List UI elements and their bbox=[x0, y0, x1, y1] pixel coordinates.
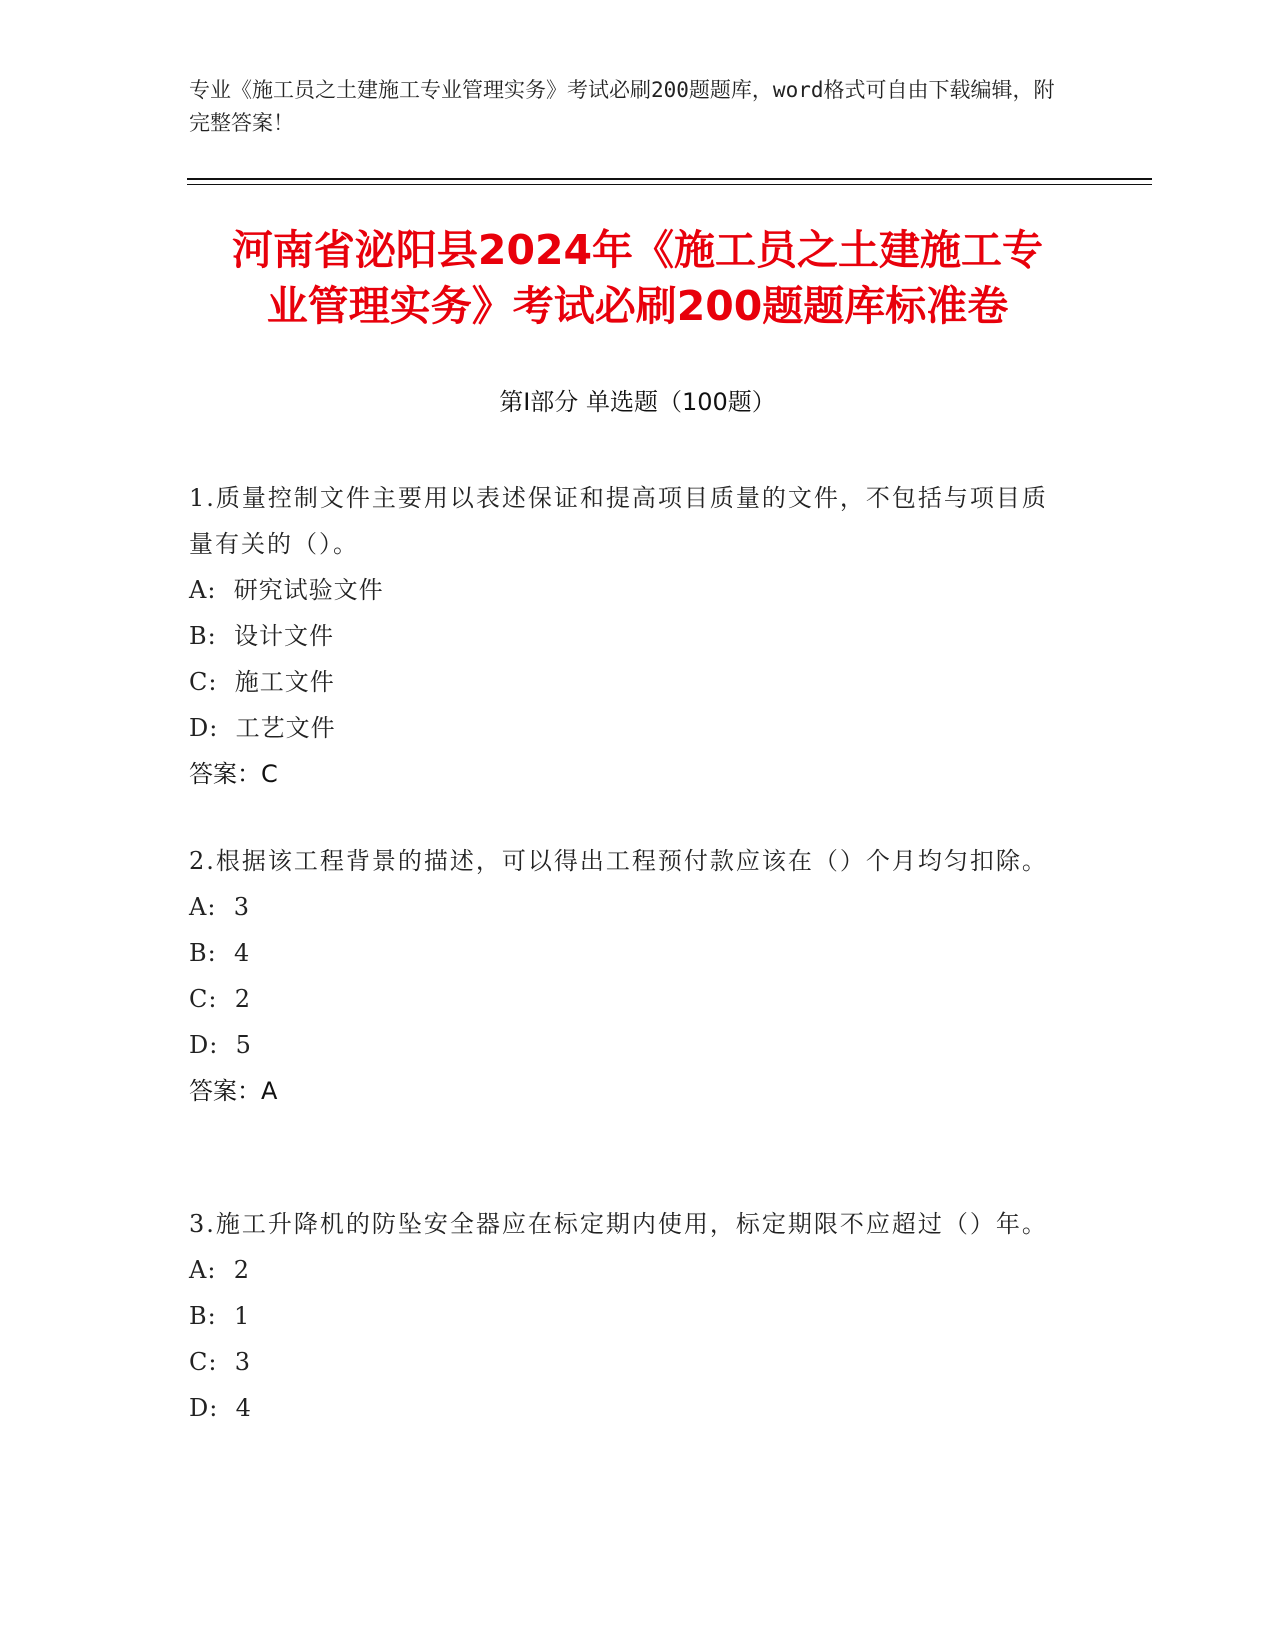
question-number: 2. bbox=[189, 847, 216, 875]
option-text: 3 bbox=[233, 893, 250, 921]
option-label: A: bbox=[189, 893, 217, 921]
option-text: 4 bbox=[234, 939, 251, 967]
question-stem bbox=[189, 1201, 1069, 1247]
option-label: D: bbox=[189, 714, 219, 742]
question-stem bbox=[189, 475, 1069, 567]
option-b bbox=[189, 930, 1069, 976]
document-title bbox=[160, 222, 1115, 334]
question-item bbox=[189, 475, 1069, 797]
question-stem bbox=[189, 838, 1069, 884]
option-text: 1 bbox=[234, 1302, 251, 1330]
option-text: 施工文件 bbox=[234, 668, 335, 696]
option-b bbox=[189, 613, 1069, 659]
option-label: C: bbox=[189, 985, 218, 1013]
option-text: 设计文件 bbox=[234, 622, 334, 650]
question-number: 1. bbox=[189, 484, 216, 512]
option-label: C: bbox=[189, 1348, 218, 1376]
header-divider-thick bbox=[187, 178, 1152, 180]
question-item bbox=[189, 838, 1069, 1114]
option-d bbox=[189, 1022, 1069, 1068]
option-c bbox=[189, 976, 1069, 1022]
question-text: 施工升降机的防坠安全器应在标定期内使用，标定期限不应超过（）年。 bbox=[215, 1210, 1048, 1238]
answer-line: 答案：C bbox=[189, 760, 278, 788]
option-a bbox=[189, 567, 1069, 613]
option-c bbox=[189, 659, 1069, 705]
option-label: B: bbox=[189, 939, 217, 967]
option-text: 2 bbox=[233, 1256, 250, 1284]
option-label: A: bbox=[189, 1256, 217, 1284]
option-label: B: bbox=[189, 622, 217, 650]
option-text: 4 bbox=[235, 1394, 252, 1422]
header-divider-thin bbox=[187, 184, 1152, 185]
option-text: 2 bbox=[234, 985, 251, 1013]
document-title-line-1: 河南省泌阳县2024年《施工员之土建施工专 bbox=[231, 226, 1044, 274]
option-text: 工艺文件 bbox=[235, 714, 336, 742]
question-text: 质量控制文件主要用以表述保证和提高项目质量的文件，不包括与项目质量有关的（）。 bbox=[189, 484, 1048, 558]
question-text: 根据该工程背景的描述，可以得出工程预付款应该在（）个月均匀扣除。 bbox=[215, 847, 1048, 875]
option-d bbox=[189, 1385, 1069, 1431]
option-label: D: bbox=[189, 1031, 219, 1059]
option-c bbox=[189, 1339, 1069, 1385]
header-note: 专业《施工员之土建施工专业管理实务》考试必刷200题题库，word格式可自由下载编辑，附完整答案！ bbox=[189, 78, 1055, 135]
option-a bbox=[189, 1247, 1069, 1293]
answer-line: 答案：A bbox=[189, 1077, 278, 1105]
option-b bbox=[189, 1293, 1069, 1339]
option-a bbox=[189, 884, 1069, 930]
option-label: B: bbox=[189, 1302, 217, 1330]
option-text: 研究试验文件 bbox=[233, 576, 384, 604]
option-text: 3 bbox=[234, 1348, 251, 1376]
option-label: D: bbox=[189, 1394, 219, 1422]
option-text: 5 bbox=[235, 1031, 252, 1059]
section-heading: 第Ⅰ部分 单选题（100题） bbox=[499, 388, 776, 416]
option-d bbox=[189, 705, 1069, 751]
option-label: A: bbox=[189, 576, 217, 604]
question-number: 3. bbox=[189, 1210, 216, 1238]
document-title-line-2: 业管理实务》考试必刷200题题库标准卷 bbox=[266, 282, 1009, 330]
option-label: C: bbox=[189, 668, 218, 696]
question-item bbox=[189, 1201, 1069, 1431]
